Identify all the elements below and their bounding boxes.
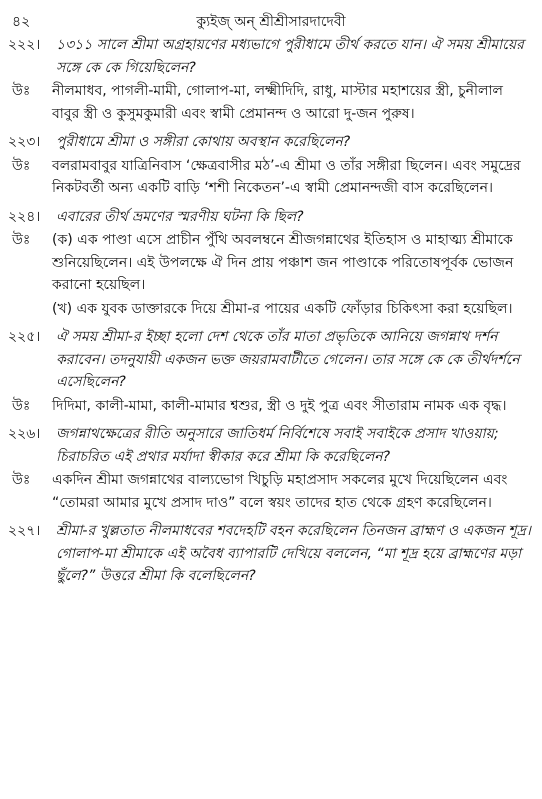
- page-number: ৪২: [12, 14, 31, 30]
- question-number: ২২৪।: [8, 208, 41, 225]
- answer-row-continued: [8, 298, 534, 321]
- question-row: [8, 206, 534, 229]
- question-number: ২২৭।: [8, 523, 41, 539]
- question-row: [8, 326, 534, 394]
- answer-text: দিদিমা, কালী-মামা, কালী-মামার শ্বশুর, স্ত্রী ও দুই পুত্র এবং সীতারাম নামক এক বৃদ্ধ।: [52, 397, 507, 414]
- question-text: ঐ সময় শ্রীমা-র ইচ্ছা হলো দেশ থেকে তাঁর মাতা প্রভৃতিকে আনিয়ে জগন্নাথ দর্শন করাবেন। তদনুযায়ী একজন ভক্ত জয়রামবাটীতে গেলেন। তার সঙ্গে কে কে তীর্থদর্শনে এসেছিলেন?: [56, 329, 520, 390]
- qa-item-225: [8, 326, 534, 417]
- answer-text: একদিন শ্রীমা জগন্নাথের বাল্যভোগ খিচুড়ি মহাপ্রসাদ সকলের মুখে দিয়েছিলেন এবং “তোমরা আমার মুখে প্রসাদ দাও” বলে স্বয়ং তাদের হাত থেকে গ্রহণ করেছিলেন।: [52, 472, 508, 511]
- question-text: পুরীধামে শ্রীমা ও সঙ্গীরা কোথায় অবস্থান করেছিলেন?: [56, 134, 351, 150]
- answer-text: নীলমাধব, পাগলী-মামী, গোলাপ-মা, লক্ষ্মীদিদি, রাধু, মাস্টার মহাশয়ের স্ত্রী, চুনীলাল বাবুর স্ত্রী ও কুসুমকুমারী এবং স্বামী প্রেমানন্দ ও আরো দু-জন পুরুষ।: [52, 83, 503, 122]
- question-number: ২২৫।: [8, 329, 41, 345]
- question-row: [8, 34, 534, 79]
- question-text: এবারের তীর্থ ভ্রমণের স্মরণীয় ঘটনা কি ছিল?: [56, 208, 304, 225]
- page-header: [8, 6, 534, 32]
- qa-item-226: [8, 423, 534, 514]
- question-number: ২২২।: [8, 37, 41, 53]
- question-number: ২২৬।: [8, 426, 41, 442]
- question-number: ২২৩।: [8, 134, 41, 150]
- answer-text: (খ) এক যুবক ডাক্তারকে দিয়ে শ্রীমা-র পায়ের একটি ফোঁড়ার চিকিৎসা করা হয়েছিল।: [52, 300, 513, 317]
- running-title: ক্যুইজ্ অন্ শ্রীশ্রীসারদাদেবী: [196, 14, 346, 30]
- qa-item-227: [8, 520, 534, 588]
- answer-label: উঃ: [12, 83, 31, 99]
- answer-label: উঃ: [12, 232, 31, 248]
- answer-row: [8, 155, 534, 200]
- qa-item-222: [8, 34, 534, 125]
- question-text: জগন্নাথক্ষেত্রের রীতি অনুসারে জাতিধর্ম নির্বিশেষে সবাই সবাইকে প্রসাদ খাওয়ায়; চিরাচরিত এই প্রথার মর্যাদা স্বীকার করে শ্রীমা কি করেছিলেন?: [56, 426, 499, 465]
- question-text: ১৩১১ সালে শ্রীমা অগ্রহায়ণের মধ্যভাগে পুরীধামে তীর্থ করতে যান। ঐ সময় শ্রীমায়ের সঙ্গে কে কে গিয়েছিলেন?: [56, 37, 524, 76]
- answer-row: [8, 80, 534, 125]
- qa-item-223: [8, 131, 534, 200]
- answer-label: উঃ: [12, 157, 31, 174]
- question-row: [8, 131, 534, 154]
- qa-item-224: [8, 206, 534, 321]
- answer-row: [8, 395, 534, 418]
- answer-row: [8, 229, 534, 297]
- answer-text: বলরামবাবুর যাত্রিনিবাস ‘ক্ষেত্রবাসীর মঠ’-এ শ্রীমা ও তাঁর সঙ্গীরা ছিলেন। এবং সমুদ্রের নিকটবর্তী অন্য একটি বাড়ি ‘শশী নিকেতন’-এ স্বামী প্রেমানন্দজী বাস করেছিলেন।: [52, 157, 521, 196]
- answer-row: [8, 469, 534, 514]
- answer-text: (ক) এক পাণ্ডা এসে প্রাচীন পুঁথি অবলম্বনে শ্রীজগন্নাথের ইতিহাস ও মাহাত্ম্য শ্রীমাকে শুনিয়েছিলেন। এই উপলক্ষে ঐ দিন প্রায় পঞ্চাশ জন পাণ্ডাকে পরিতোষপূর্বক ভোজন করানো হয়েছিল।: [52, 232, 514, 293]
- question-row: [8, 423, 534, 468]
- answer-label: উঃ: [12, 472, 31, 488]
- question-row: [8, 520, 534, 588]
- question-text: শ্রীমা-র খুল্লতাত নীলমাধবের শবদেহটি বহন করেছিলেন তিনজন ব্রাহ্মণ ও একজন শূদ্র। গোলাপ-মা শ্রীমাকে এই অবৈধ ব্যাপারটি দেখিয়ে বললেন, “মা শূদ্র হয়ে ব্রাহ্মণের মড়া ছুঁলে?” উত্তরে শ্রীমা কি বলেছিলেন?: [56, 523, 531, 584]
- answer-label: উঃ: [12, 397, 31, 414]
